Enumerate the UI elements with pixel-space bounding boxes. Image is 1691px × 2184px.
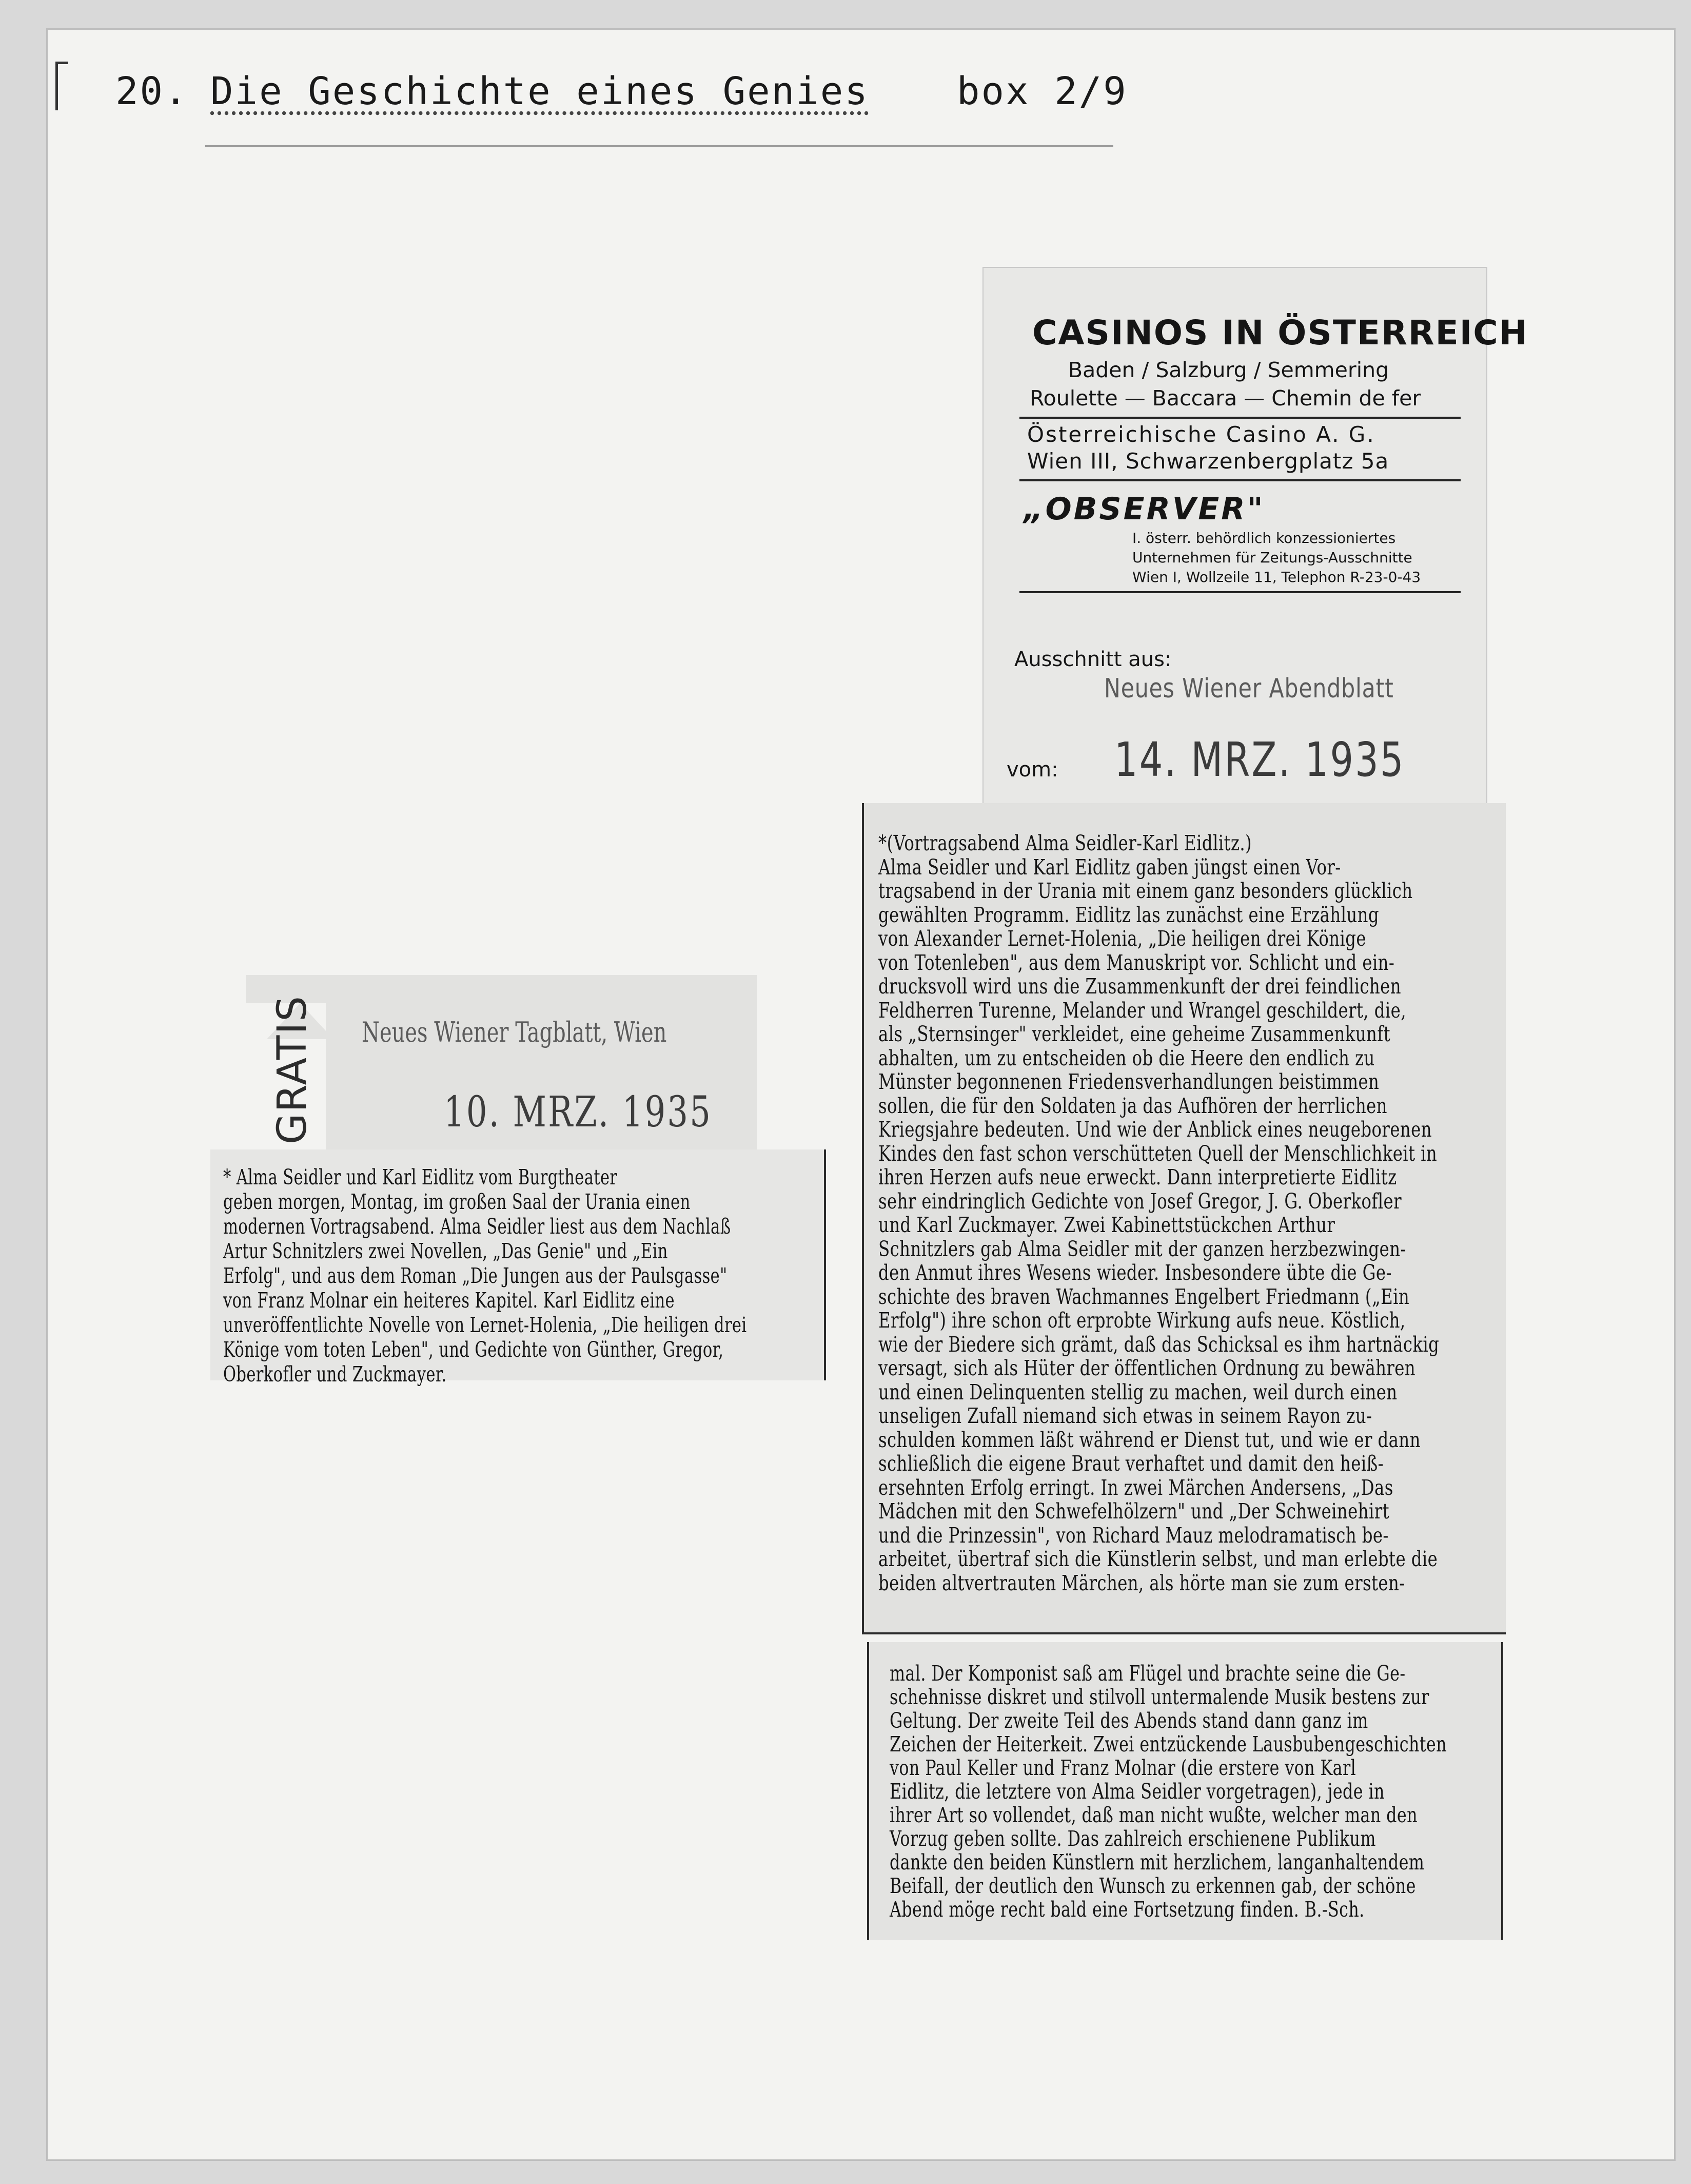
article-line: schließlich die eigene Braut verhaftet und damit den heiß-: [878, 1451, 1384, 1476]
tagblatt-stamp-clipping: [246, 975, 757, 1152]
article-line: *(Vortragsabend Alma Seidler-Karl Eidlitz.): [878, 831, 1252, 855]
article-line: Geltung. Der zweite Teil des Abends stand dann ganz im: [890, 1708, 1368, 1733]
article-line: von Franz Molnar ein heiteres Kapitel. Karl Eidlitz eine: [223, 1288, 675, 1313]
article-line: als „Sternsinger" verkleidet, eine geheime Zusammenkunft: [878, 1022, 1391, 1046]
observer-name: „OBSERVER": [1024, 491, 1265, 527]
article-line: Mädchen mit den Schwefelhölzern" und „Der Schweinehirt: [878, 1499, 1390, 1524]
header-rule: [205, 145, 1113, 147]
article-line: Oberkofler und Zuckmayer.: [223, 1362, 447, 1387]
article-line: unseligen Zufall niemand sich etwas in seinem Rayon zu-: [878, 1403, 1372, 1428]
article-line: Abend möge recht bald eine Fortsetzung finden. B.-Sch.: [890, 1897, 1365, 1922]
observer-line: I. österr. behördlich konzessioniertes: [1132, 530, 1396, 547]
article-line: * Alma Seidler und Karl Eidlitz vom Burgtheater: [223, 1165, 618, 1190]
article-line: drucksvoll wird uns die Zusammenkunft der drei feindlichen: [878, 974, 1401, 999]
article-line: schichte des braven Wachmannes Engelbert Friedmann („Ein: [878, 1284, 1410, 1309]
article-line: wie der Biedere sich grämt, daß das Schicksal es ihm hartnäckig: [878, 1332, 1440, 1357]
article-line: dankte den beiden Künstlern mit herzlichem, langanhaltendem: [890, 1850, 1425, 1875]
article-line: ersehnten Erfolg erringt. In zwei Märchen Andersens, „Das: [878, 1475, 1393, 1500]
article-line: Feldherren Turenne, Melander und Wrangel geschildert, die,: [878, 998, 1406, 1023]
observer-clipping-slip: [982, 267, 1528, 810]
article-line: von Alexander Lernet-Holenia, „Die heiligen drei Könige: [878, 926, 1366, 951]
article-line: Zeichen der Heiterkeit. Zwei entzückende Lausbubengeschichten: [890, 1732, 1447, 1757]
article-line: ihren Herzen aufs neue erweckt. Dann interpretierte Eidlitz: [878, 1165, 1397, 1190]
newspaper-stamp: Neues Wiener Tagblatt, Wien: [362, 1016, 667, 1048]
article-line: Beifall, der deutlich den Wunsch zu erkennen gab, der schöne: [890, 1874, 1416, 1898]
review-clipping: [862, 803, 1506, 1634]
article-line: ihrer Art so vollendet, daß man nicht wußte, welcher man den: [890, 1803, 1418, 1827]
article-line: von Paul Keller und Franz Molnar (die erstere von Karl: [890, 1756, 1356, 1780]
article-line: Kindes den fast schon verschütteten Quell der Menschlichkeit in: [878, 1141, 1438, 1166]
article-line: sollen, die für den Soldaten ja das Aufhören der herrlichen: [878, 1093, 1387, 1118]
article-line: mal. Der Komponist saß am Flügel und brachte seine die Ge-: [890, 1661, 1406, 1686]
casino-cities: Baden / Salzburg / Semmering: [1068, 358, 1389, 382]
article-line: sehr eindringlich Gedichte von Josef Gregor, J. G. Oberkofler: [878, 1188, 1402, 1214]
observer-line: Unternehmen für Zeitungs-Ausschnitte: [1132, 549, 1412, 566]
article-line: geben morgen, Montag, im großen Saal der Urania einen: [223, 1190, 691, 1214]
article-line: beiden altvertrauten Märchen, als hörte man sie zum ersten-: [878, 1570, 1405, 1595]
ausschnitt-label: Ausschnitt aus:: [1014, 648, 1172, 671]
slip-rule: [1019, 591, 1461, 593]
gratis-stamp: GRATIS: [269, 995, 316, 1144]
article-line: Eidlitz, die letztere von Alma Seidler vorgetragen), jede in: [890, 1779, 1385, 1804]
article-line: schulden kommen läßt während er Dienst tut, und wie er dann: [878, 1427, 1421, 1452]
casino-ad-title: CASINOS IN ÖSTERREICH: [1032, 313, 1528, 353]
article-line: schehnisse diskret und stilvoll untermalende Musik bestens zur: [890, 1685, 1429, 1709]
announcement-clipping: [210, 1149, 826, 1387]
article-line: Kriegsjahre bedeuten. Und wie der Anblick eines neugeborenen: [878, 1117, 1432, 1142]
article-line: Erfolg", und aus dem Roman „Die Jungen aus der Paulsgasse": [223, 1263, 727, 1288]
article-line: den Anmut ihres Wesens wieder. Insbesondere übte die Ge-: [878, 1260, 1392, 1285]
casino-company: Österreichische Casino A. G.: [1027, 422, 1375, 447]
article-line: Könige vom toten Leben", und Gedichte von Günther, Gregor,: [223, 1337, 724, 1362]
folder-number: 20.: [115, 69, 189, 113]
article-line: versagt, sich als Hüter der öffentlichen Ordnung zu bewähren: [878, 1356, 1416, 1380]
article-line: von Totenleben", aus dem Manuskript vor. Schlicht und ein-: [878, 950, 1395, 975]
article-line: und die Prinzessin", von Richard Mauz melodramatisch be-: [878, 1523, 1389, 1548]
article-line: und Karl Zuckmayer. Zwei Kabinettstückchen Arthur: [878, 1213, 1335, 1237]
article-line: und einen Delinquenten stellig zu machen, weil durch einen: [878, 1379, 1398, 1405]
casino-games: Roulette — Baccara — Chemin de fer: [1030, 386, 1421, 411]
review-continuation-clipping: [867, 1642, 1503, 1940]
article-line: Vorzug geben sollte. Das zahlreich erschienene Publikum: [890, 1826, 1376, 1851]
corner-mark: [55, 62, 68, 110]
article-line: Schnitzlers gab Alma Seidler mit der ganzen herzbezwingen-: [878, 1236, 1406, 1261]
casino-address: Wien III, Schwarzenbergplatz 5a: [1027, 449, 1389, 474]
article-line: Münster begonnenen Friedensverhandlungen beistimmen: [878, 1069, 1380, 1094]
article-line: arbeitet, übertraf sich die Künstlerin selbst, und man erlebte die: [878, 1547, 1438, 1571]
date-stamp: 14. MRZ. 1935: [1114, 732, 1405, 787]
date-stamp: 10. MRZ. 1935: [444, 1088, 713, 1137]
article-line: Artur Schnitzlers zwei Novellen, „Das Genie" und „Ein: [223, 1239, 668, 1263]
article-line: abhalten, um zu entscheiden ob die Heere den endlich zu: [878, 1045, 1375, 1070]
folder-title: Die Geschichte eines Genies: [210, 69, 869, 113]
article-line: modernen Vortragsabend. Alma Seidler liest aus dem Nachlaß: [223, 1214, 731, 1239]
article-line: gewählten Programm. Eidlitz las zunächst eine Erzählung: [878, 902, 1380, 927]
article-line: unveröffentlichte Novelle von Lernet-Holenia, „Die heiligen drei: [223, 1313, 747, 1337]
article-line: tragsabend in der Urania mit einem ganz besonders glücklich: [878, 879, 1413, 903]
slip-rule: [1019, 479, 1461, 481]
newspaper-stamp: Neues Wiener Abendblatt: [1104, 673, 1394, 704]
vom-label: vom:: [1007, 758, 1058, 782]
box-label: box 2/9: [957, 69, 1128, 113]
slip-rule: [1019, 417, 1461, 419]
article-line: Erfolg") ihre schon oft erprobte Wirkung aufs neue. Köstlich,: [878, 1308, 1406, 1333]
article-line: Alma Seidler und Karl Eidlitz gaben jüngst einen Vor-: [878, 854, 1341, 880]
observer-line: Wien I, Wollzeile 11, Telephon R-23-0-43: [1132, 569, 1421, 586]
